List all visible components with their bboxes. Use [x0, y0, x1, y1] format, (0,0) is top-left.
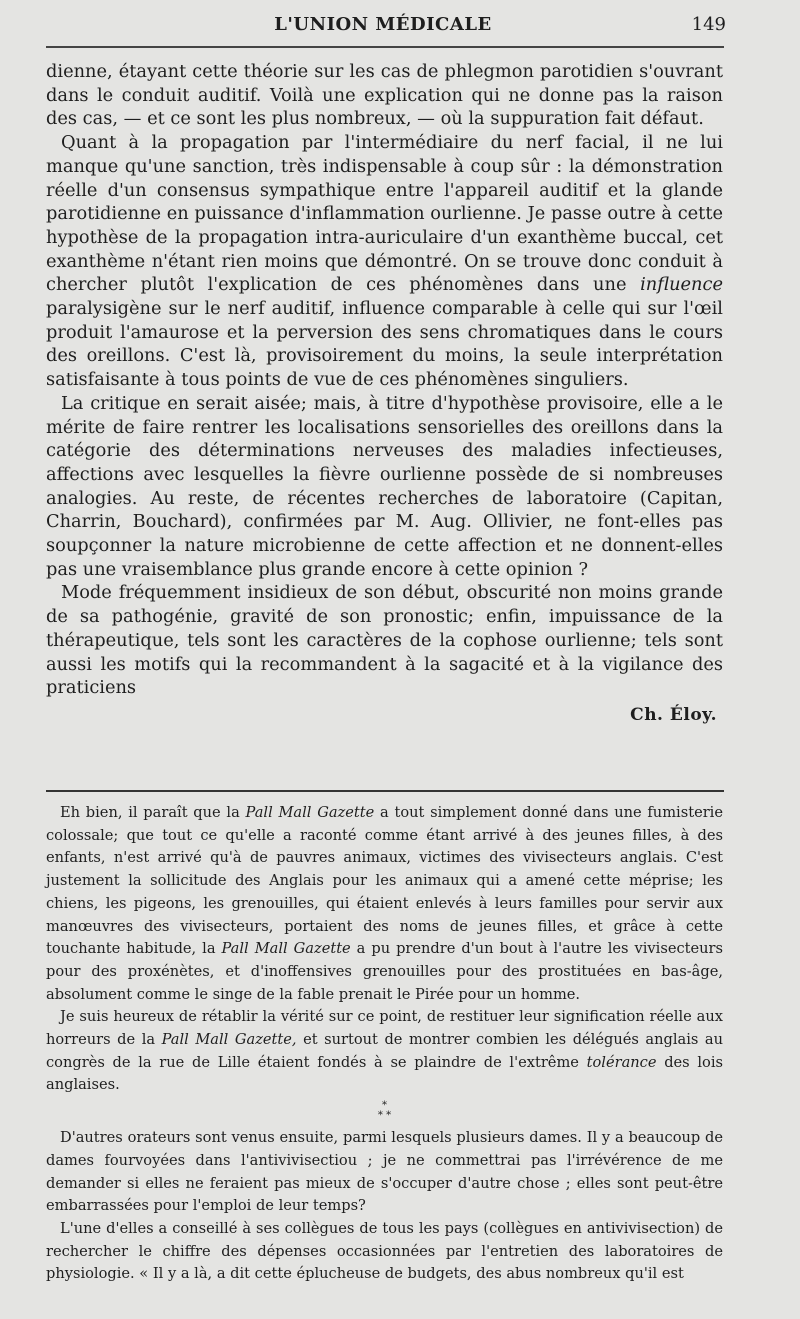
asterism-separator: * * * — [377, 1100, 392, 1122]
newspaper-title: Pall Mall Gazette, — [161, 1031, 297, 1049]
running-title: L'UNION MÉDICALE — [274, 14, 492, 35]
page-header — [46, 14, 726, 40]
paragraph-1: dienne, étayant cette théorie sur les cas de phlegmon parotidien s'ouvrant dans le conduit auditif. Voilà une explication qui ne donne pas la raison des cas, — et ce sont les plus nombreux, — où la suppuration fait défaut. — [46, 61, 723, 130]
header-rule — [46, 46, 724, 48]
paragraph-4: Mode fréquemment insidieux de son début, obscurité non moins grande de sa pathogénie, gravité de son pronostic; enfin, impuissance de la thérapeutique, tels sont les caractères de la cophose ourlienne; tels sont aussi les motifs qui la recommandent à la sagacité et à la vigilance des praticiens — [46, 582, 723, 699]
main-article — [46, 60, 723, 728]
note-paragraph-4: L'une d'elles a conseillé à ses collègues de tous les pays (collègues en antivivisection) de rechercher le chiffre des dépenses occasionnées par l'entretien des laboratoires de physiologie. « Il y a là, a dit cette éplucheuse de budgets, des abus nombreux qu'il est — [46, 1219, 723, 1283]
newspaper-title: Pall Mall Gazette — [245, 804, 375, 821]
section-divider — [46, 790, 724, 792]
note-paragraph-1: Eh bien, il paraît que la Pall Mall Gazette a tout simplement donné dans une fumisterie colossale; que tout ce qu'elle a raconté comme étant arrivé à des jeunes filles, à des enfants, n'est arrivé qu'à de pauvres animaux, victimes des vivisecteurs anglais. C'est justement la sollicitude des Anglais pour les animaux qui a amené cette méprise; les chiens, les pigeons, les grenouilles, qui étaient enlevés à leurs familles pour servir aux manœuvres des vivisecteurs, portaient des noms de jeunes filles, et grâce à cette touchante habitude, la Pall Mall Gazette a pu prendre d'un bout à l'autre les vivisecteurs pour des proxénètes, et d'inoffensives grenouilles pour des prostituées en bas-âge, absolument comme le singe de la fable prenait le Pirée pour un homme. — [46, 804, 723, 1003]
emphasis-tolerance: tolérance — [586, 1053, 657, 1071]
author-signature: Ch. Éloy. — [630, 704, 717, 725]
emphasis-influence: influence — [640, 274, 723, 296]
newspaper-title: Pall Mall Gazette — [221, 940, 351, 958]
note-paragraph-3: D'autres orateurs sont venus ensuite, parmi lesquels plusieurs dames. Il y a beaucoup de dames fourvoyées dans l'antivivisectiou ; je ne commettrai pas l'irrévérence de me demander si elles ne feraient pas mieux de s'occuper d'autre chose ; elles sont peut-être embarrassées pour l'emploi de leur temps? — [46, 1129, 723, 1215]
page-number: 149 — [691, 14, 726, 35]
note-paragraph-2: Je suis heureux de rétablir la vérité sur ce point, de restituer leur signification réelle aux horreurs de la Pall Mall Gazette, et surtout de montrer combien les délégués anglais au congrès de la rue de Lille étaient fondés à se plaindre de l'extrême tolérance des lois anglaises. — [46, 1008, 723, 1094]
feuilleton-section — [46, 802, 723, 1286]
paragraph-3: La critique en serait aisée; mais, à titre d'hypothèse provisoire, elle a le mérite de faire rentrer les localisations sensorielles des oreillons dans la catégorie des déterminations nerveuses des maladies infectieuses, affections avec lesquelles la fièvre ourlienne possède de si nombreuses analogies. Au reste, de récentes recherches de laboratoire (Capitan, Charrin, Bouchard), confirmées par M. Aug. Ollivier, ne font-elles pas soupçonner la nature microbienne de cette affection et ne donnent-elles pas une vraisemblance plus grande encore à cette opinion ? — [46, 392, 723, 580]
paragraph-2: Quant à la propagation par l'intermédiaire du nerf facial, il ne lui manque qu'une sanction, très indispensable à coup sûr : la démonstration réelle d'un consensus sympathique entre l'appareil auditif et la glande parotidienne en puissance d'inflammation ourlienne. Je passe outre à cette hypothèse de la propagation intra-auriculaire d'un exanthème buccal, cet exanthème n'étant rien moins que démontré. On se trouve donc conduit à chercher plutôt l'explication de ces phénomènes dans une influence paralysigène sur le nerf auditif, influence comparable à celle qui sur l'œil produit l'amaurose et la perversion des sens chromatiques dans le cours des oreillons. C'est là, provisoirement du moins, la seule interprétation satisfaisante à tous points de vue de ces phénomènes singuliers. — [46, 132, 723, 391]
